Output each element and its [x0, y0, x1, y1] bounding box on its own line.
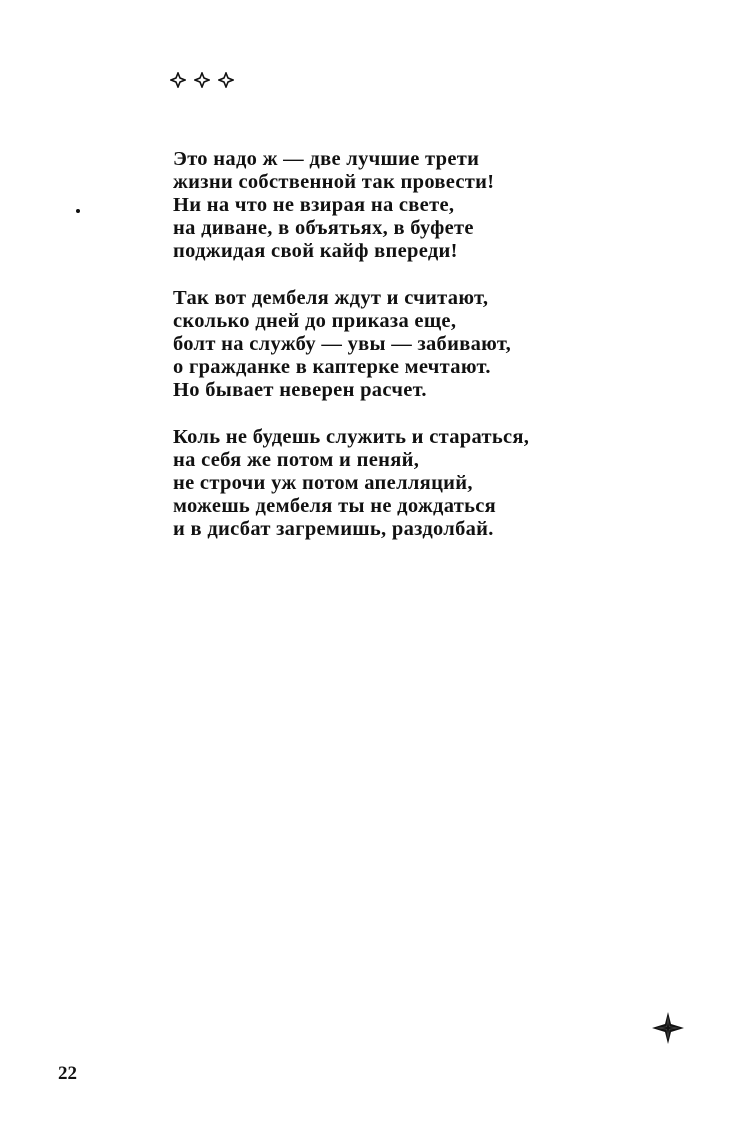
- four-point-star-outline-icon: [218, 72, 234, 88]
- poem-line: о гражданке в каптерке мечтают.: [173, 356, 491, 378]
- poem-line: Это надо ж — две лучшие трети: [173, 148, 480, 170]
- stanza-2: [173, 287, 693, 402]
- poem-line: жизни собственной так провести!: [173, 171, 495, 193]
- poem-line: на диване, в объятьях, в буфете: [173, 217, 474, 239]
- section-divider-ornament: [170, 72, 234, 88]
- poem-line: можешь дембеля ты не дождаться: [173, 495, 497, 517]
- four-point-star-outline-icon: [170, 72, 186, 88]
- poem-line: Так вот дембеля ждут и считают,: [173, 287, 489, 309]
- poem-line: Ни на что не взирая на свете,: [173, 194, 455, 216]
- four-point-star-outline-icon: [194, 72, 210, 88]
- print-speck: [76, 209, 80, 213]
- poem-line: Но бывает неверен расчет.: [173, 379, 427, 401]
- page-number: 22: [58, 1063, 77, 1084]
- stanza-1: [173, 148, 693, 263]
- poem-line: не строчи уж потом апелляций,: [173, 472, 473, 494]
- stanza-3: [173, 426, 693, 541]
- poem-line: Коль не будешь служить и стараться,: [173, 426, 530, 448]
- poem-line: болт на службу — увы — забивают,: [173, 333, 512, 355]
- poem-line: поджидая свой кайф впереди!: [173, 240, 458, 262]
- poem-body: [173, 148, 693, 565]
- poem-line: сколько дней до приказа еще,: [173, 310, 457, 332]
- four-point-star-solid-icon: [651, 1011, 685, 1045]
- poem-line: на себя же потом и пеняй,: [173, 449, 420, 471]
- poem-line: и в дисбат загремишь, раздолбай.: [173, 518, 494, 540]
